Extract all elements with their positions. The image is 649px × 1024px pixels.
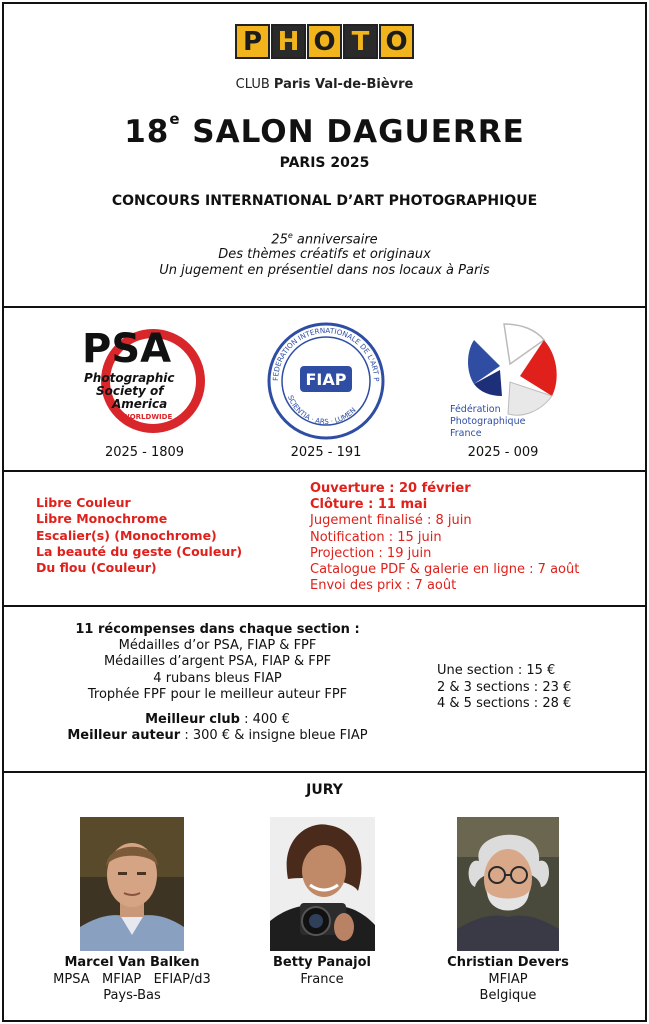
jury-member xyxy=(222,955,422,988)
logo-letter: T xyxy=(343,24,378,59)
list-item: Trophée FPF pour le meilleur auteur FPF xyxy=(87,686,348,702)
list-item: 4 rubans bleus FIAP xyxy=(153,670,282,686)
jury-photo xyxy=(270,817,375,951)
club-name: CLUB Paris Val-de-Bièvre xyxy=(235,77,414,92)
jury-country: Pays-Bas xyxy=(103,988,161,1003)
dates-list xyxy=(310,481,579,594)
divider xyxy=(2,470,647,472)
list-item: Jugement finalisé : 8 juin xyxy=(310,513,472,529)
prizes-heading: 11 récompenses dans chaque section : xyxy=(75,622,360,637)
list-item: Du flou (Couleur) xyxy=(36,560,157,576)
logo-letter: O xyxy=(379,24,414,59)
list-item: Projection : 19 juin xyxy=(310,545,432,561)
list-item: Libre Monochrome xyxy=(36,511,168,527)
fees-list xyxy=(437,663,571,713)
jury-distinctions: MPSA MFIAP EFIAP/d3 xyxy=(53,971,211,987)
divider xyxy=(2,306,647,308)
psa-caption: 2025 - 1809 xyxy=(104,445,185,460)
fiap-logo xyxy=(264,322,388,440)
tagline-anniversary: 25e anniversaire xyxy=(271,231,378,248)
jury-name: Marcel Van Balken xyxy=(64,955,200,970)
logo-letter: P xyxy=(235,24,270,59)
jury-distinctions: France xyxy=(300,971,344,987)
psa-logo xyxy=(78,320,213,438)
jury-member xyxy=(414,955,602,1005)
page-title: 18e SALON DAGUERRE xyxy=(124,110,525,150)
divider xyxy=(2,771,647,773)
list-item: Une section : 15 € xyxy=(437,663,556,678)
svg-text:Photographique: Photographique xyxy=(450,416,526,427)
svg-text:Society of: Society of xyxy=(96,384,164,398)
list-item: 2 & 3 sections : 23 € xyxy=(437,679,572,695)
club-logo xyxy=(0,24,649,59)
jury-photo xyxy=(80,817,184,951)
fpf-logo xyxy=(444,320,564,442)
svg-text:France: France xyxy=(450,428,482,439)
list-item: Notification : 15 juin xyxy=(310,529,442,545)
list-item: Envoi des prix : 7 août xyxy=(310,578,457,594)
fpf-caption: 2025 - 009 xyxy=(467,445,539,460)
list-item: Médailles d’or PSA, FIAP & FPF xyxy=(118,638,317,654)
tagline-judging: Un jugement en présentiel dans nos locaux à Paris xyxy=(159,263,490,278)
svg-text:Photographic: Photographic xyxy=(84,371,175,385)
divider xyxy=(2,605,647,607)
svg-text:Fédération: Fédération xyxy=(450,404,501,415)
list-item: 4 & 5 sections : 28 € xyxy=(437,696,572,711)
logo-letter: H xyxy=(271,24,306,59)
best-author: Meilleur auteur : 300 € & insigne bleue FIAP xyxy=(67,728,368,744)
jury-name: Christian Devers xyxy=(447,955,569,970)
jury-title: JURY xyxy=(306,782,343,798)
opening-date: Ouverture : 20 février xyxy=(310,481,471,496)
logo-letter: O xyxy=(307,24,342,59)
svg-text:WORLDWIDE: WORLDWIDE xyxy=(122,413,173,421)
page-subtitle: PARIS 2025 xyxy=(279,155,370,171)
svg-text:SCIENTIA · ARS · LUMEN: SCIENTIA · ARS · LUMEN xyxy=(286,394,358,427)
list-item: Escalier(s) (Monochrome) xyxy=(36,527,217,543)
best-club: Meilleur club : 400 € xyxy=(145,712,290,728)
contest-title: CONCOURS INTERNATIONAL D’ART PHOTOGRAPHIQUE xyxy=(111,193,538,209)
prizes-block xyxy=(0,622,435,744)
jury-name: Betty Panajol xyxy=(273,955,371,970)
closing-date: Clôture : 11 mai xyxy=(310,497,428,513)
list-item: Catalogue PDF & galerie en ligne : 7 août xyxy=(310,562,580,578)
list-item: Libre Couleur xyxy=(36,495,131,510)
sections-list xyxy=(36,495,242,576)
fiap-mark: FIAP xyxy=(305,370,347,389)
fiap-caption: 2025 - 191 xyxy=(290,445,362,460)
jury-country: Belgique xyxy=(479,988,537,1003)
jury-photo xyxy=(457,817,559,951)
svg-text:FEDERATION INTERNATIONALE DE L: FEDERATION INTERNATIONALE DE L'ART P xyxy=(270,325,382,382)
jury-distinctions: MFIAP xyxy=(488,971,528,987)
jury-member xyxy=(30,955,234,1005)
list-item: Médailles d’argent PSA, FIAP & FPF xyxy=(103,654,332,670)
svg-text:America: America xyxy=(112,397,168,411)
psa-mark: PSA xyxy=(82,326,172,372)
list-item: La beauté du geste (Couleur) xyxy=(36,543,243,559)
tagline-themes: Des thèmes créatifs et originaux xyxy=(218,247,431,262)
